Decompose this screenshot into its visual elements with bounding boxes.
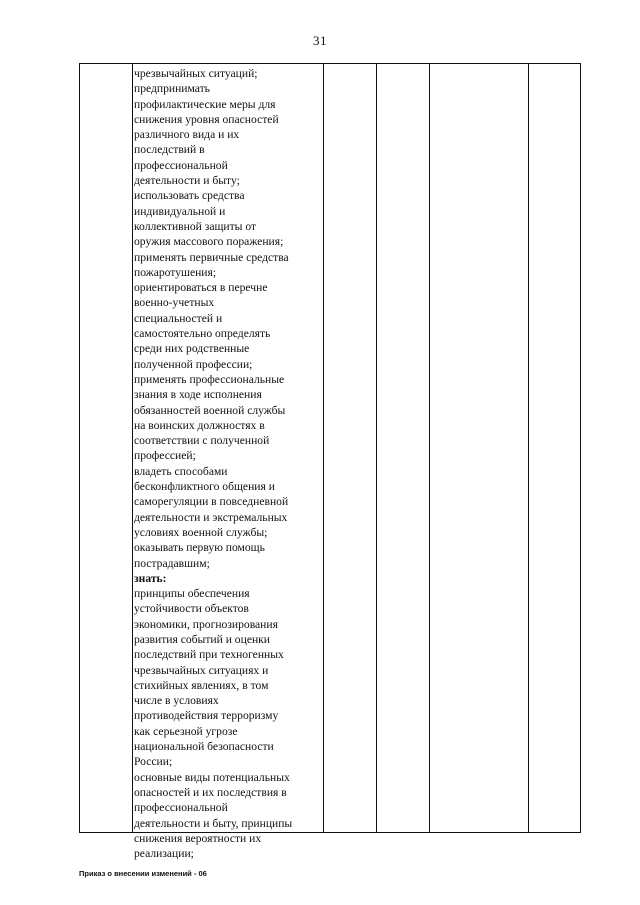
column-divider-5 — [528, 64, 529, 832]
text-line: владеть способами — [134, 464, 228, 478]
competency-cell-text — [134, 66, 322, 861]
text-line: опасностей и их последствия в — [134, 785, 287, 799]
text-line: обязанностей военной службы — [134, 403, 286, 417]
footer-document-title: Приказ о внесении изменений - 06 — [79, 869, 207, 878]
text-line: основные виды потенциальных — [134, 770, 290, 784]
text-line: России; — [134, 755, 173, 769]
content-table — [79, 63, 581, 861]
text-line: оказывать первую помощь — [134, 541, 265, 555]
column-divider-4 — [429, 64, 430, 832]
text-line: пожаротушения; — [134, 265, 217, 279]
column-divider-2 — [323, 64, 324, 832]
text-line: соответствии с полученной — [134, 434, 270, 448]
text-line: принципы обеспечения — [134, 587, 250, 601]
section-heading: знать: — [134, 571, 167, 585]
text-line: деятельности и быту; — [134, 174, 240, 188]
text-line: профессиональной — [134, 801, 228, 815]
text-line: среди них родственные — [134, 342, 250, 356]
text-line: деятельности и быту, принципы — [134, 816, 293, 830]
text-line: на воинских должностях в — [134, 418, 265, 432]
text-line: профилактические меры для — [134, 97, 276, 111]
text-line: специальностей и — [134, 311, 223, 325]
column-divider-3 — [376, 64, 377, 832]
column-divider-1 — [132, 64, 133, 832]
text-line: деятельности и экстремальных — [134, 510, 288, 524]
text-line: индивидуальной и — [134, 204, 226, 218]
text-line: полученной профессии; — [134, 357, 253, 371]
page-number: 31 — [313, 33, 327, 48]
text-line: ориентироваться в перечне — [134, 281, 268, 295]
text-line: самостоятельно определять — [134, 327, 271, 341]
text-line: устойчивости объектов — [134, 602, 249, 616]
text-line: профессиональной — [134, 158, 228, 172]
text-line: различного вида и их — [134, 128, 240, 142]
text-line: национальной безопасности — [134, 740, 274, 754]
text-line: условиях военной службы; — [134, 525, 268, 539]
text-line: снижения уровня опасностей — [134, 112, 279, 126]
text-line: саморегуляции в повседневной — [134, 495, 289, 509]
text-line: оружия массового поражения; — [134, 235, 284, 249]
text-line: реализации; — [134, 847, 194, 861]
text-line: последствий при техногенных — [134, 648, 284, 662]
text-line: экономики, прогнозирования — [134, 617, 278, 631]
text-line: бесконфликтного общения и — [134, 480, 275, 494]
text-line: профессией; — [134, 449, 196, 463]
text-line: чрезвычайных ситуациях и — [134, 663, 269, 677]
text-line: пострадавшим; — [134, 556, 210, 570]
text-line: снижения вероятности их — [134, 831, 262, 845]
text-line: развития событий и оценки — [134, 632, 271, 646]
text-line: применять профессиональные — [134, 372, 285, 386]
text-line: коллективной защиты от — [134, 219, 257, 233]
text-line: противодействия терроризму — [134, 709, 279, 723]
text-line: стихийных явлениях, в том — [134, 678, 269, 692]
text-line: чрезвычайных ситуаций; — [134, 67, 258, 80]
text-line: последствий в — [134, 143, 205, 157]
text-line: числе в условиях — [134, 694, 219, 708]
text-line: как серьезной угрозе — [134, 724, 238, 738]
text-line: применять первичные средства — [134, 250, 289, 264]
text-line: использовать средства — [134, 189, 245, 203]
text-line: военно-учетных — [134, 296, 215, 310]
text-line: предпринимать — [134, 82, 210, 96]
text-line: знания в ходе исполнения — [134, 388, 262, 402]
